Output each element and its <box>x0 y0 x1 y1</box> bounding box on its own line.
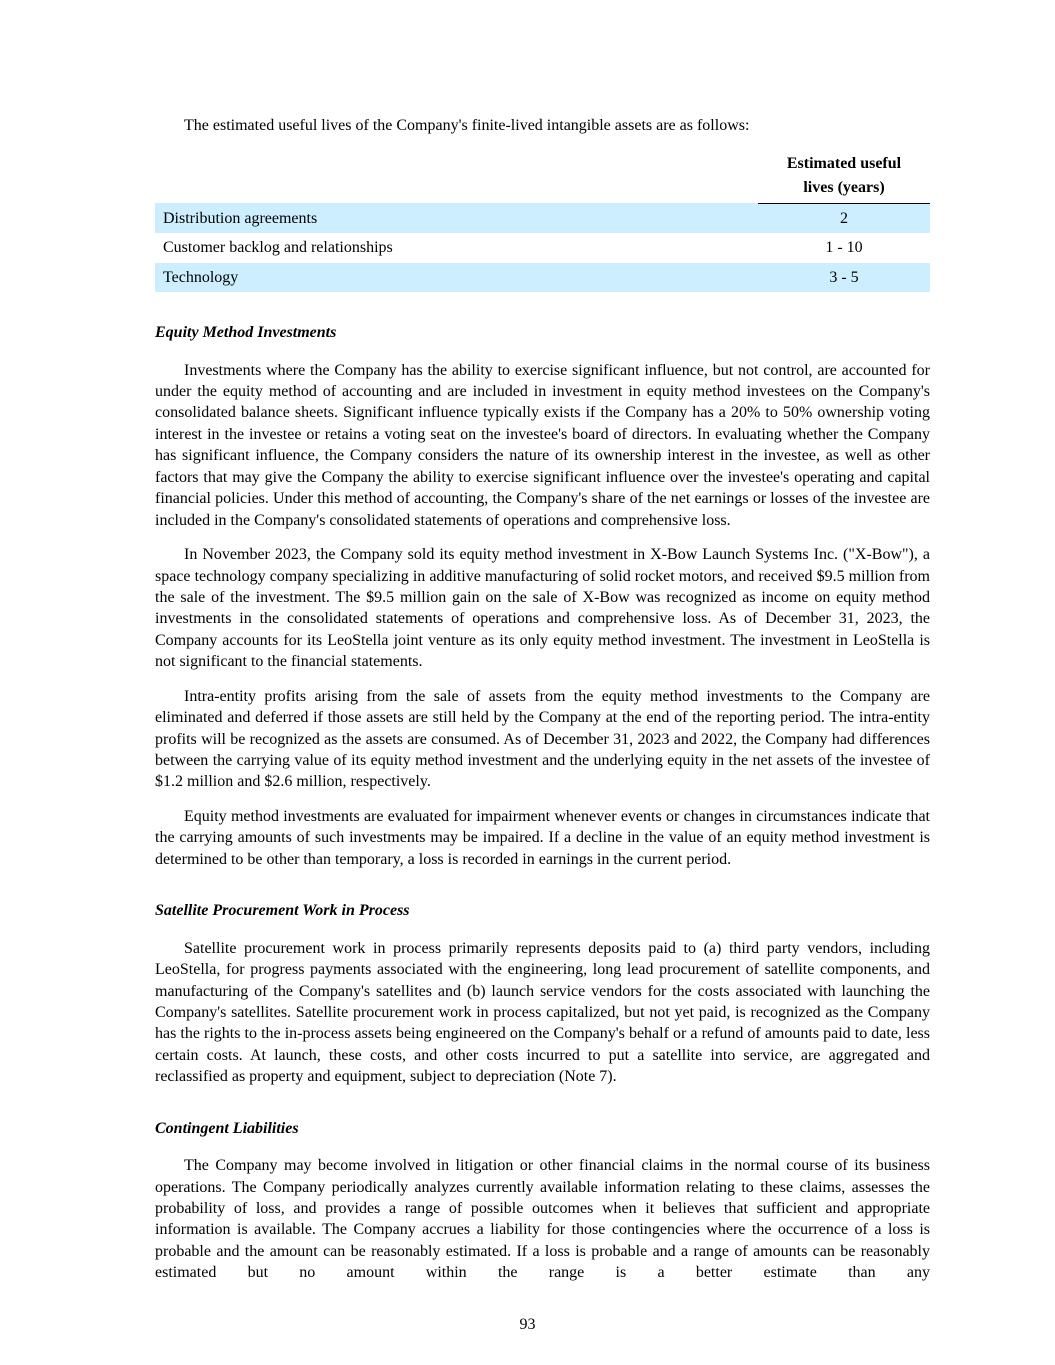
row-label: Customer backlog and relationships <box>163 239 393 257</box>
column-header-estimated-useful-lives <box>758 152 930 203</box>
paragraph: Intra-entity profits arising from the sale of assets from the equity method investments to the Company are eliminated and deferred if those assets are still held by the Company at the end of the reporting period. The intra-entity profits will be recognized as the assets are consumed. As of December 31, 2023 and 2022, the Company had differences between the carrying value of its equity method investment and the underlying equity in the net assets of the investee of $1.2 million and $2.6 million, respectively. <box>155 687 930 791</box>
column-header-line2: lives (years) <box>803 178 885 196</box>
header-spacer <box>155 152 758 203</box>
section-heading-equity-method-investments: Equity Method Investments <box>155 324 337 342</box>
useful-lives-table <box>155 152 930 292</box>
section-heading-satellite-procurement-work-in-process: Satellite Procurement Work in Process <box>155 902 410 920</box>
page-number: 93 <box>519 1315 536 1333</box>
paragraph: The Company may become involved in litigation or other financial claims in the normal course of its business operations. The Company periodically analyzes currently available information relating to these claims, assesses the probability of loss, and provides a range of possible outcomes when it believes that sufficient and appropriate information is available. The Company accrues a liability for those contingencies where the occurrence of a loss is probable and the amount can be reasonably estimated. If a loss is probable and a range of amounts can be reasonably estimated but no amount within the range is a better estimate than any <box>155 1157 930 1282</box>
row-label: Distribution agreements <box>163 209 318 227</box>
paragraph: In November 2023, the Company sold its equity method investment in X-Bow Launch Systems Inc. ("X-Bow"), a space technology company specializing in additive manufacturing of solid rocket motors, and received $9.5 million from the sale of the investment. The $9.5 million gain on the sale of X-Bow was recognized as income on equity method investments in the consolidated statements of operations and comprehensive loss. As of December 31, 2023, the Company accounts for its LeoStella joint venture as its only equity method investment. The investment in LeoStella is not significant to the financial statements. <box>155 546 930 671</box>
paragraph: Satellite procurement work in process primarily represents deposits paid to (a) third party vendors, including LeoStella, for progress payments associated with the engineering, long lead procurement of satellite components, and manufacturing of the Company's satellites and (b) launch service vendors for the costs associated with launching the Company's satellites. Satellite procurement work in process capitalized, but not yet paid, is recognized as the Company has the rights to the in-process assets being engineered on the Company's behalf or a refund of amounts paid to date, less certain costs. At launch, these costs, and other costs incurred to put a satellite into service, are aggregated and reclassified as property and equipment, subject to depreciation (Note 7). <box>155 939 930 1086</box>
paragraph: Equity method investments are evaluated for impairment whenever events or changes in circumstances indicate that the carrying amounts of such investments may be impaired. If a decline in the value of an equity method investment is determined to be other than temporary, a loss is recorded in earnings in the current period. <box>155 807 930 868</box>
row-value: 2 <box>840 209 848 227</box>
column-header-line1: Estimated useful <box>786 155 902 173</box>
row-value: 3 - 5 <box>829 268 859 286</box>
table-row <box>155 203 930 233</box>
intro-text: The estimated useful lives of the Company's finite-lived intangible assets are as follows: <box>184 117 750 134</box>
row-label: Technology <box>163 268 239 286</box>
row-value: 1 - 10 <box>825 239 863 257</box>
table-header-row <box>155 152 930 203</box>
paragraph: Investments where the Company has the ability to exercise significant influence, but not control, are accounted for under the equity method of accounting and are included in investment in equity method investees on the Company's consolidated balance sheets. Significant influence typically exists if the Company has a 20% to 50% ownership voting interest in the investee or retains a voting seat on the investee's board of directors. In evaluating whether the Company has significant influence, the Company considers the nature of its ownership interest in the investee, as well as other factors that may give the Company the ability to exercise significant influence over the investee's operating and capital financial policies. Under this method of accounting, the Company's share of the net earnings or losses of the investee are included in the Company's consolidated statements of operations and comprehensive loss. <box>155 361 930 529</box>
table-row <box>155 263 930 292</box>
section-heading-contingent-liabilities: Contingent Liabilities <box>155 1119 299 1137</box>
table-row <box>155 233 930 262</box>
